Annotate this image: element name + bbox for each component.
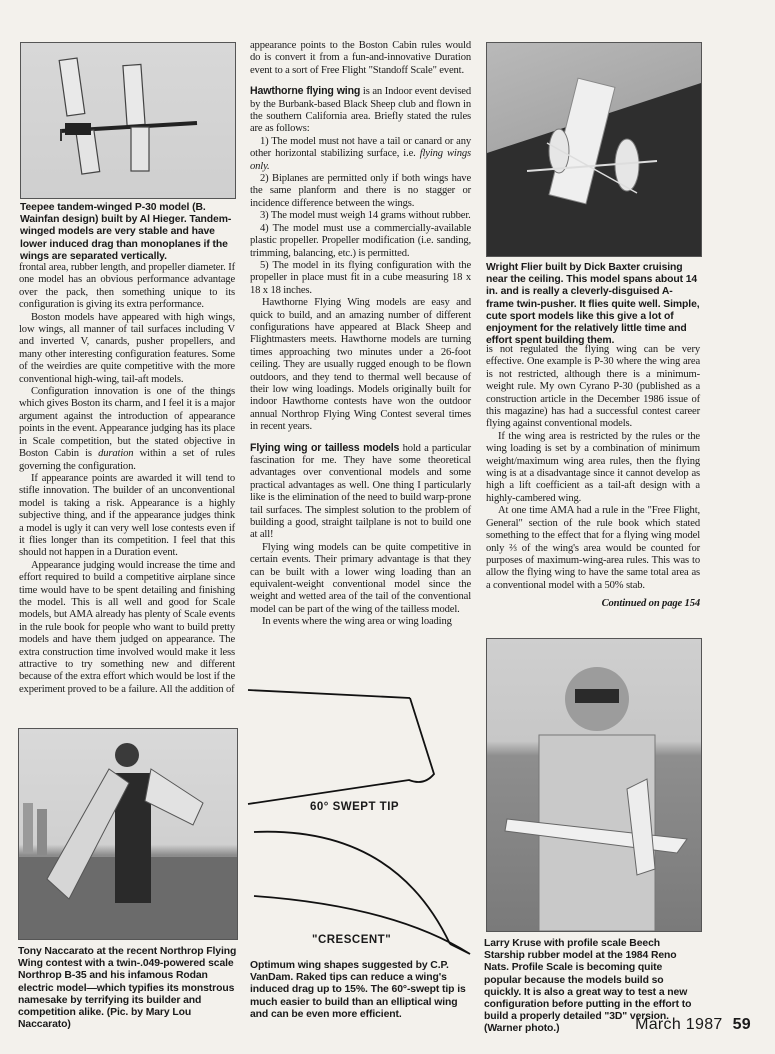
- col1-paragraph: Boston models have appeared with high wings, low wings, all manner of tail surfaces including V and inverted V, canards, pusher propellers, and many other interesting configuration features. Some of the weirdies are quite competitive with the more conventional high-wing, tail-aft models.: [19, 311, 235, 385]
- rule-item: 3) The model must weigh 14 grams without rubber.: [260, 210, 471, 222]
- p30-photo: [20, 42, 236, 199]
- hawthorne-paragraph: Hawthorne flying wing is an Indoor event devised by the Burbank-based Black Sheep club and flown in the southern California area. Briefly stated the rules are as follows:: [250, 85, 471, 135]
- p30-caption: Teepee tandem-winged P-30 model (B. Wainfan design) built by Al Hieger. Tandem-winged models are very stable and have lower induced drag than monoplanes if the wings are separated vertically.: [20, 202, 232, 262]
- col2-paragraph: appearance points to the Boston Cabin rules would do is convert it from a fun-and-innovative Duration event to a sort of Free Flight "Standoff Scale" event.: [250, 40, 471, 76]
- wright-flier-drawing: [487, 43, 701, 256]
- page-folio: [635, 1016, 751, 1034]
- col3-paragraph: If the wing area is restricted by the rules or the wing loading is set by a combination of minimum weight/maximum wing area rules, then the flying wing is at a disadvantage since it cannot develop as high a lift coefficient as a tail-aft design with a highly-cambered wing.: [486, 430, 700, 504]
- starship-caption: Larry Kruse with profile scale Beech Starship rubber model at the 1984 Reno Nats. Profile Scale is becoming quite popular because the models build so quickly. It is also a great way to test a new configuration before putting in the effort to build a properly detailed "3D" version. (Warner photo.): [484, 938, 692, 1035]
- col1-paragraph: If appearance points are awarded it will tend to stifle innovation. The builder of an unconventional model is taking a risk. Appearance is a highly subjective thing, and if the appearance judges think a model is ugly it can very well lose contests even if it flies longer than its competition. I feel that this should not happen in a Duration event.: [19, 472, 235, 559]
- wing-shape-diagram: [244, 686, 476, 960]
- northrop-photo: [18, 728, 238, 940]
- wright-flier-caption: Wright Flier built by Dick Baxter cruising near the ceiling. This model spans about 14 in. and is really a cleverly-disguised A-frame twin-pusher. It flies quite well. Simple, cute sport models like this give a lot of enjoyment for the relatively little time and effort spent building them.: [486, 262, 700, 347]
- swept-tip-label: 60° SWEPT TIP: [310, 801, 400, 813]
- col1-paragraph: Configuration innovation is one of the things which gives Boston its charm, and I feel it is a major argument against the introduction of appearance points in the event. Appearance judging has its place in Scale competition, but the stated objective in Boston Cabin is duration within a set of rules governing the configuration.: [19, 386, 235, 472]
- col2-paragraph: In events where the wing area or wing loading: [262, 616, 452, 628]
- rule-item: 4) The model must use a commercially-available plastic propeller. Propeller modification (i.e. sanding, trimming, balancing, etc.) is permitted.: [250, 222, 471, 259]
- col2-paragraph: Hawthorne Flying Wing models are easy and quick to build, and an amazing number of different configurations have appeared at Black Sheep and Flightmasters meets. Hawthorne models are turning times approaching two minutes under a 26-foot ceiling. They are usually rugged enough to be flown outdoors, and they tend to thermal well because of their low wing loadings. Models originally built for indoor Hawthorne contests have won the outdoor annual Northrop Flying Wing Contest several times in recent years.: [250, 297, 471, 433]
- col3-paragraph: is not regulated the flying wing can be very effective. One example is P-30 where the wing area is not restricted, although there is a minimum-weight rule. My own Cyrano P-30 (published as a construction article in the December 1986 issue of this magazine) has had a successful contest career flying against conventional models.: [486, 344, 700, 430]
- column-3-text: [486, 344, 700, 611]
- p30-model-drawing: [21, 43, 235, 198]
- col1-paragraph: frontal area, rubber length, and propeller diameter. If one model has an obvious performance advantage over the pack, then something unique to its configuration is giving its extra performance.: [19, 262, 235, 311]
- column-2-text: [250, 40, 471, 629]
- crescent-leading-edge: [254, 832, 450, 944]
- col3-paragraph: At one time AMA had a rule in the "Free Flight, General" section of the rule book which stated something to the effect that for a flying wing model only ⅔ of the wing's area would be counted for purposes of maximum-wing-area rules. This was to allow the flying wing to have the same total area as a conventional model with a 50% stab.: [486, 505, 700, 591]
- column-1-text: [19, 262, 235, 696]
- swept-tip-outline: [248, 698, 434, 804]
- diagram-caption: Optimum wing shapes suggested by C.P. VanDam. Raked tips can reduce a wing's induced drag up to 15%. The 60°-swept tip is much easier to build than an elliptical wing and can be even more efficient.: [250, 960, 466, 1020]
- starship-photo: [486, 638, 702, 932]
- crescent-label: "CRESCENT": [312, 934, 392, 946]
- northrop-drawing: [19, 729, 237, 939]
- rule-item: 1) The model must not have a tail or canard or any other horizontal stabilizing surface, i.e. flying wings only.: [250, 135, 471, 172]
- starship-drawing: [487, 639, 701, 931]
- flying-wing-paragraph: Flying wing or tailless models hold a particular fascination for me. They have some theoretical advantages over conventional models and some practical advantages as well. One thing I particularly like is the elimination of the need to build warp-prone tail surfaces. The simplest solution to the problem of building a good, straight tailplane is not to build one at all!: [250, 441, 471, 541]
- col1-paragraph: Appearance judging would increase the time and effort required to build a competitive airplane since time would have to be spent detailing and finishing the model. This is all well and good for Scale models, but AMA already has plenty of Scale events in the rule book for people who want to build pretty models and have them judged on appearance. The extra construction time involved would make it less attractive to try something new and different because of the extra effort which would be lost if the experiment proved to be a failure. All the addition of: [19, 559, 235, 695]
- northrop-caption: Tony Naccarato at the recent Northrop Flying Wing contest with a twin-.049-powered scale Northrop B-35 and his infamous Rodan electric model—which typifies its monstrous namesake by terrifying its builder and competition alike. (Pic. by Mary Lou Naccarato): [18, 946, 237, 1031]
- page-number: 59: [732, 1016, 751, 1033]
- swept-tip-leading-edge: [248, 690, 410, 698]
- issue-date: March 1987: [635, 1016, 723, 1033]
- continued-note: Continued on page 154: [601, 598, 700, 610]
- rule-item: 5) The model in its flying configuration with the propeller in place must fit in a cube measuring 18 x 18 x 18 inches.: [250, 259, 471, 296]
- wright-flier-photo: [486, 42, 702, 257]
- rule-item: 2) Biplanes are permitted only if both wings have the same planform and there is no stagger or incidence difference between the wings.: [250, 173, 471, 209]
- col2-paragraph: Flying wing models can be quite competitive in certain events. Their primary advantage is that they can be built with a lower wing loading than an equivalent-weight conventional model since the weight and wetted area of the tail of the conventional model can be part of the wing of the tailless model.: [250, 541, 471, 615]
